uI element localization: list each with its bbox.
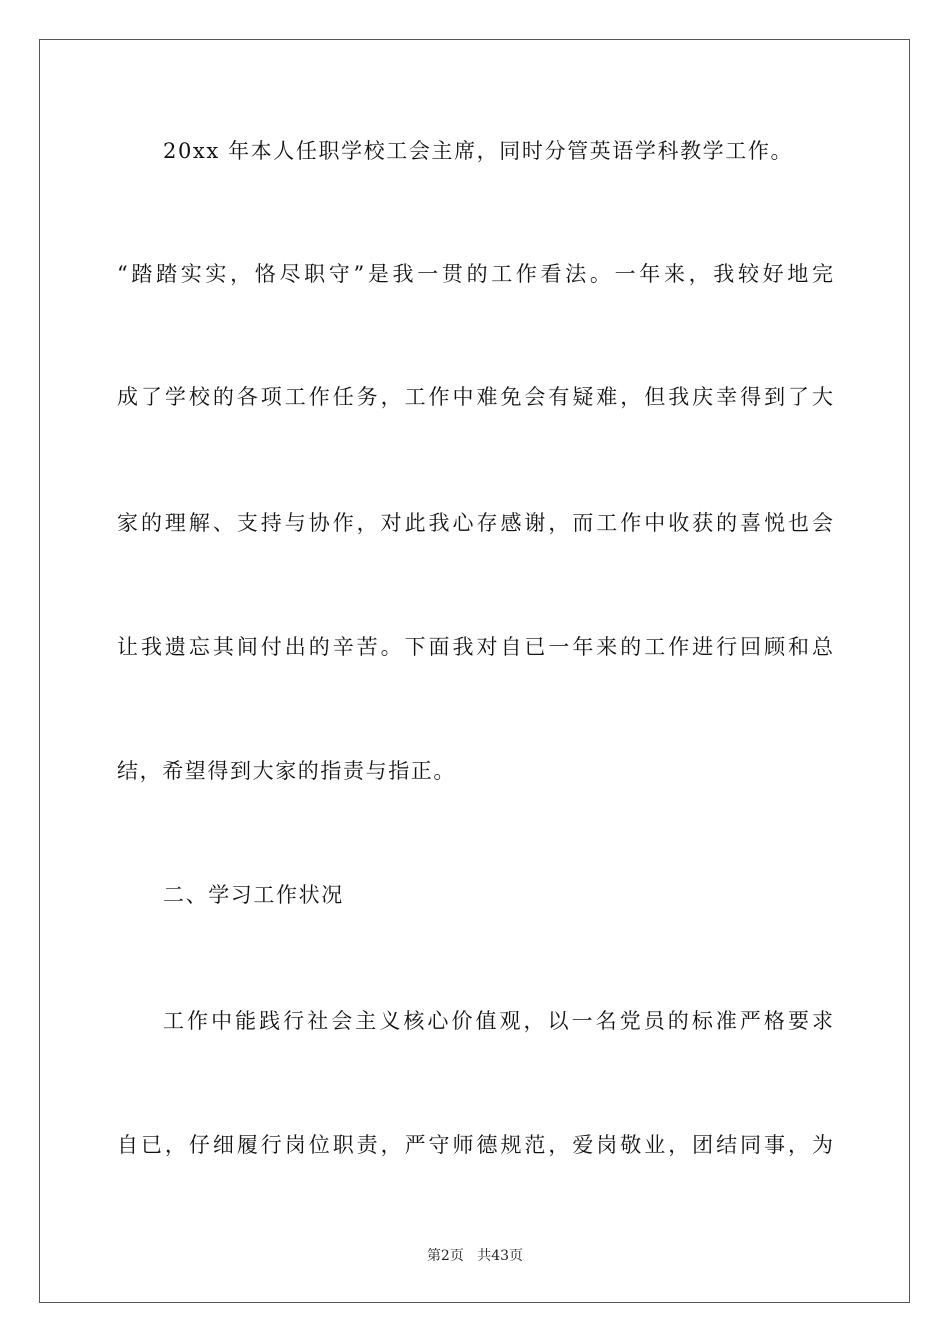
page-border xyxy=(39,39,910,1303)
paragraph-line: “踏踏实实，恪尽职守”是我一贯的工作看法。一年来，我较好地完 xyxy=(117,262,833,286)
paragraph-line: 工作中能践行社会主义核心价值观，以一名党员的标准严格要求 xyxy=(163,1009,833,1033)
paragraph-line: 自已，仔细履行岗位职责，严守师德规范，爱岗敬业，团结同事，为 xyxy=(117,1133,833,1157)
paragraph-line: 20xx 年本人任职学校工会主席，同时分管英语学科教学工作。 xyxy=(163,139,794,163)
page-total: 共43页 xyxy=(477,1248,524,1264)
page-footer xyxy=(0,1246,950,1266)
page-number: 第2页 xyxy=(426,1248,464,1264)
paragraph-line: 结，希望得到大家的指责与指正。 xyxy=(117,759,456,783)
paragraph-line: 家的理解、支持与协作，对此我心存感谢，而工作中收获的喜悦也会 xyxy=(117,511,833,535)
paragraph-line: 成了学校的各项工作任务，工作中难免会有疑难，但我庆幸得到了大 xyxy=(117,385,833,409)
paragraph-line: 让我遗忘其间付出的辛苦。下面我对自已一年来的工作进行回顾和总 xyxy=(117,635,833,659)
section-heading: 二、学习工作状况 xyxy=(163,883,344,907)
